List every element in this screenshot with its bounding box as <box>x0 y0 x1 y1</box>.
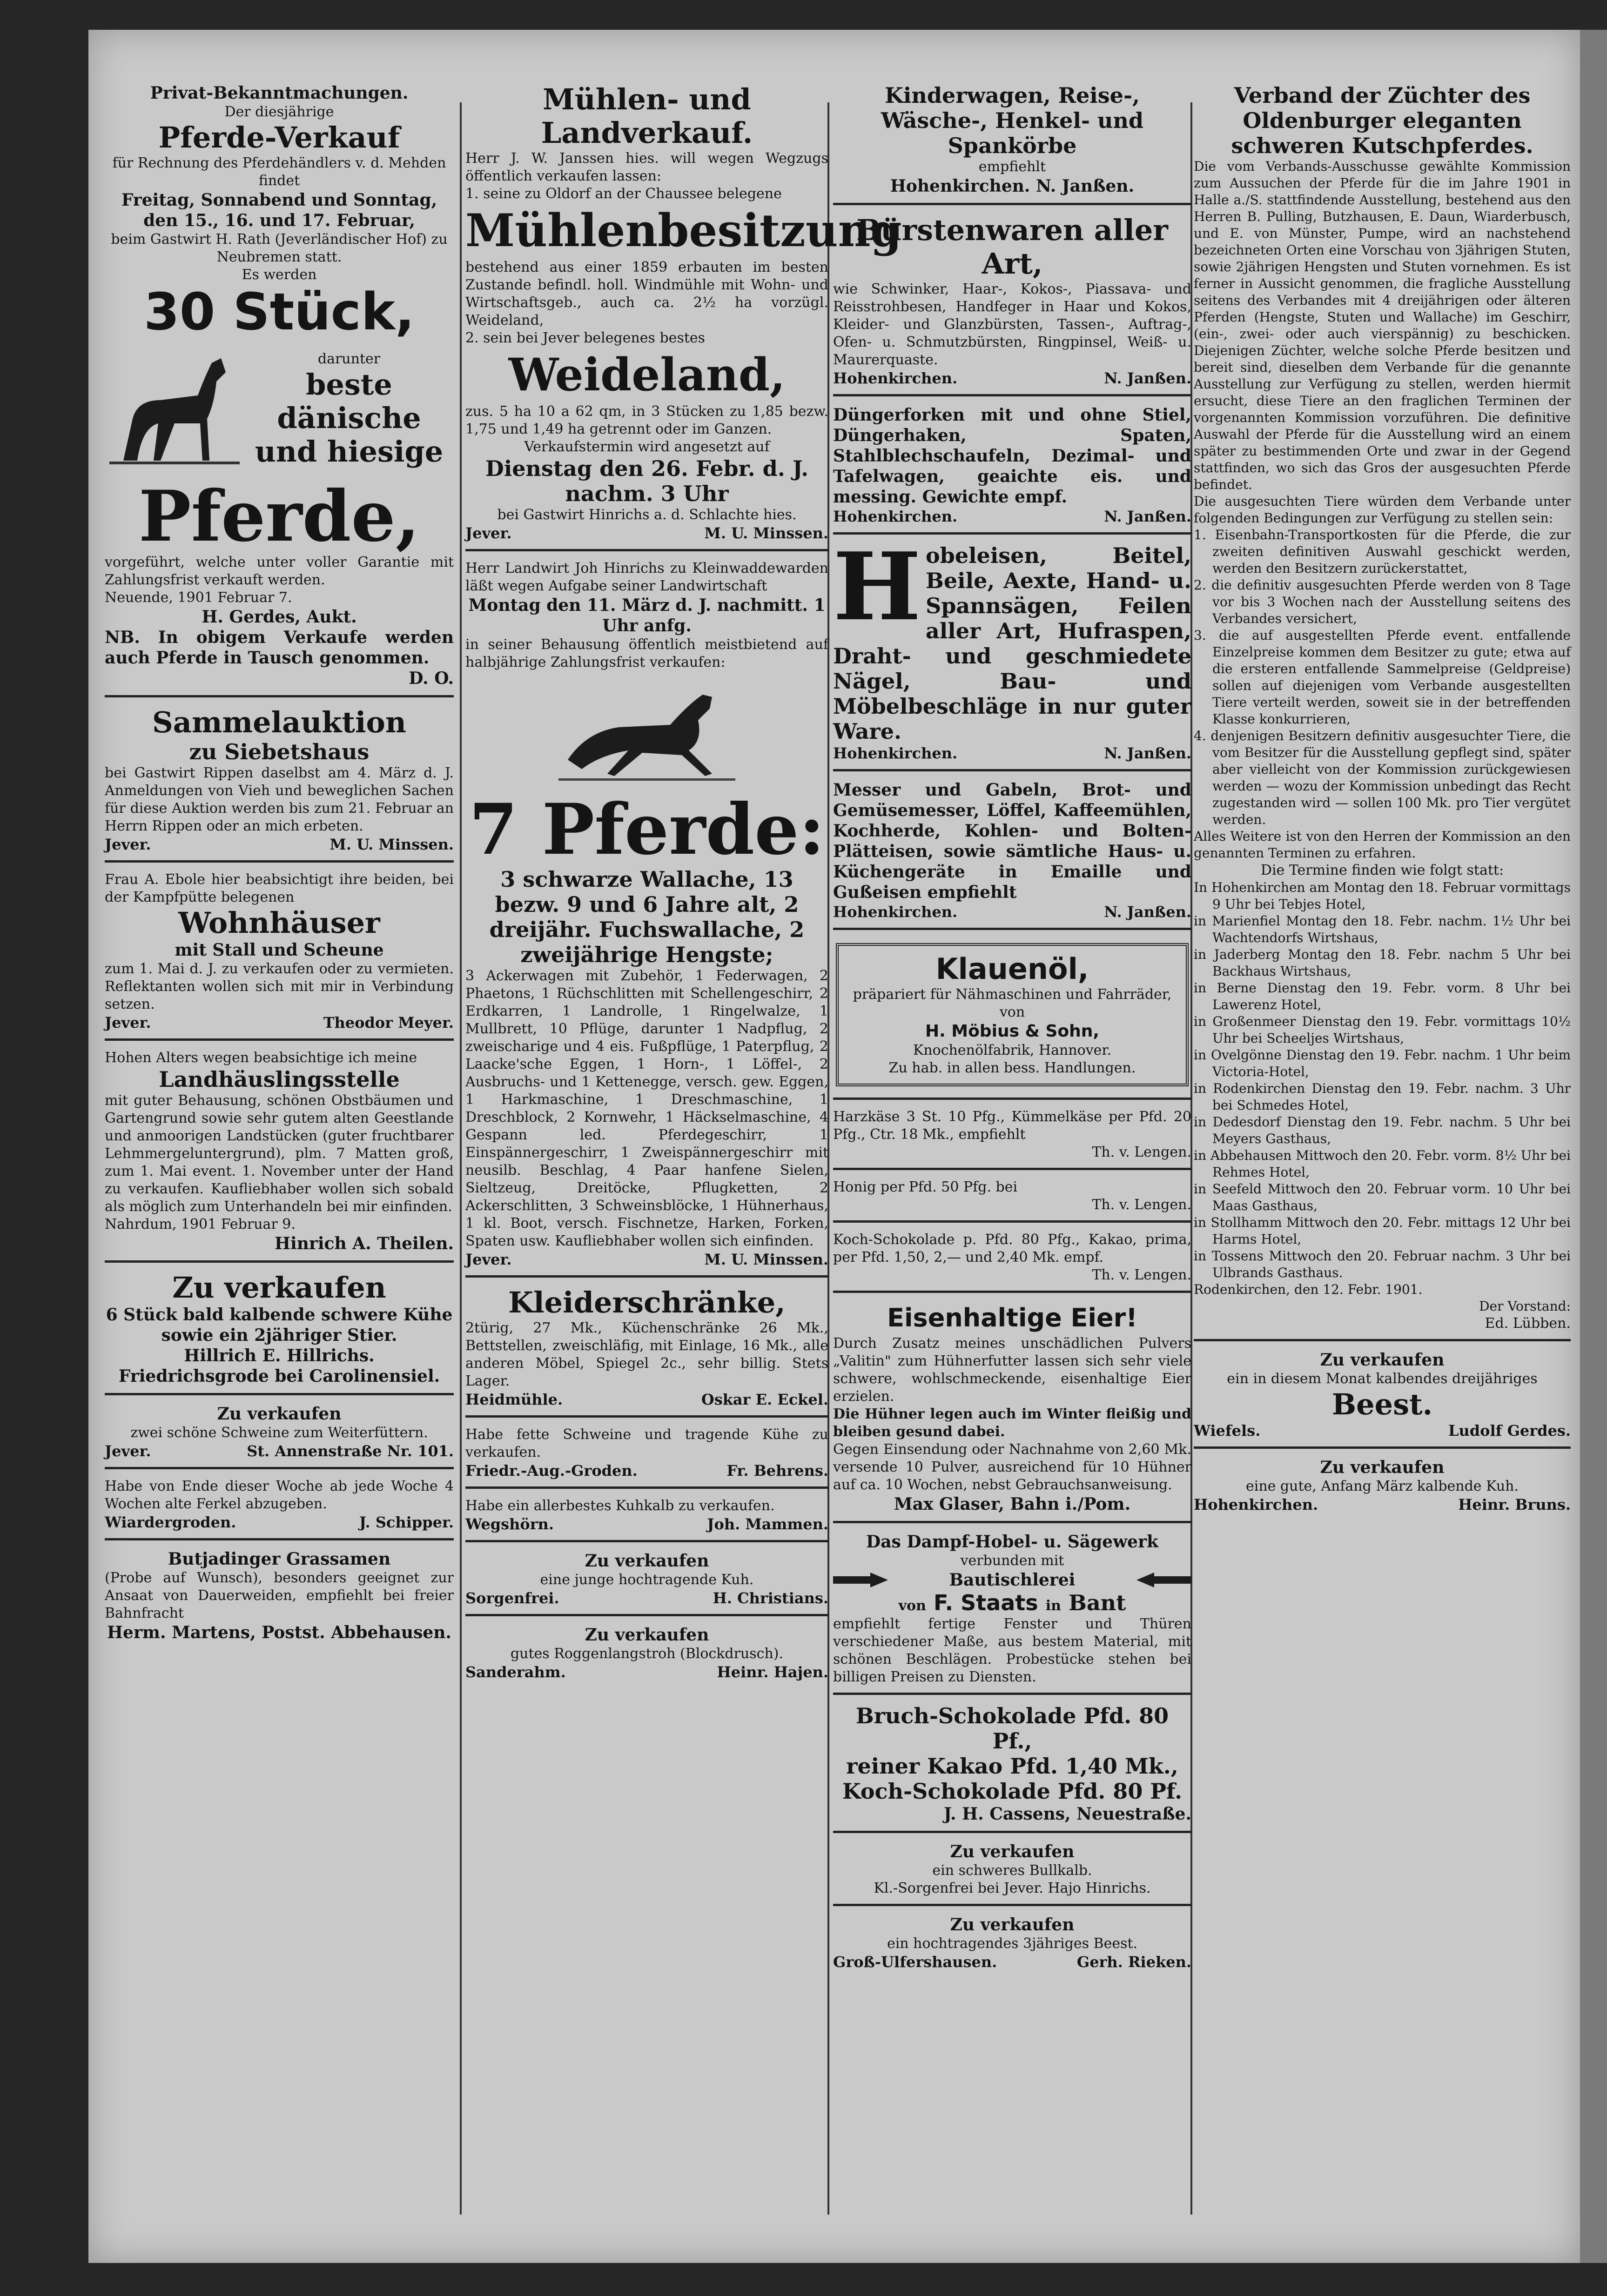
ad-honig <box>833 1175 1191 1223</box>
schedule-item: in Dedesdorf Dienstag den 19. Febr. nachm. 5 Uhr bei Meyers Gasthaus, <box>1194 1114 1571 1146</box>
ad-title: Zu verkaufen <box>585 1551 709 1571</box>
ad-date: Montag den 11. März d. J. nachmitt. 1 Uhr anfg. <box>468 596 826 636</box>
ad-text: bei Gastwirt Hinrichs a. d. Schlachte hies. <box>497 507 797 523</box>
ad-signer: J. Schipper. <box>359 1513 454 1531</box>
ad-address: St. Annenstraße Nr. 101. <box>247 1442 454 1460</box>
ad-title: Sammelauktion <box>152 705 406 739</box>
ad-place: Wiardergroden. <box>105 1513 236 1531</box>
ad-text: Messer und Gabeln, Brot- und Gemüsemesser, Löffel, Kaffeemühlen, Kochherde, Kohlen- und Bolten-Plätteisen, sowie sämtliche Haus- u. Küchengeräte in Emaille und Gußeisen empfiehlt <box>833 780 1191 902</box>
condition-item: 2. die definitiv ausgesuchten Pferde werden von 8 Tage vor bis 3 Wochen nach der Ausstellung seitens des Verbandes versichert, <box>1194 577 1571 626</box>
ad-junge-kuh <box>465 1547 828 1616</box>
ad-text: Herr J. W. Janssen hies. will wegen Wegzugs öffentlich verkaufen lassen: <box>465 150 828 184</box>
ad-signer: Hinrich A. Theilen. <box>275 1234 454 1253</box>
ad-text: ein schweres Bullkalb. <box>932 1862 1092 1879</box>
ad-harzkaese <box>833 1104 1191 1170</box>
ad-buerstenwaren <box>833 210 1191 396</box>
ad-7-pferde <box>465 556 828 1278</box>
ad-text: bestehend aus einer 1859 erbauten im besten Zustande befindl. holl. Windmühle mit Wohn- und Wirtschaftsgeb., auch ca. 2½ ha vorzügl. Weideland, <box>465 259 828 328</box>
ad-title: Kleiderschränke, <box>508 1285 786 1319</box>
ad-place: Hohenkirchen. <box>833 508 958 525</box>
ad-verband-zuechter <box>1194 79 1571 1341</box>
schedule-item: in Tossens Mittwoch den 20. Februar nachm. 3 Uhr bei Ulbrands Gasthaus. <box>1194 1248 1571 1280</box>
ad-pferde-word: Pferde, <box>138 475 420 557</box>
column-rule <box>460 102 462 2215</box>
ad-town: Bant <box>1068 1590 1126 1615</box>
ad-text: Habe fette Schweine und tragende Kühe zu verkaufen. <box>465 1426 828 1460</box>
ad-klauenoel <box>833 935 1191 1100</box>
ad-bullkalb <box>833 1838 1191 1906</box>
ad-wohnhaeuser <box>105 867 454 1041</box>
ad-text: ein in diesem Monat kalbendes dreijähriges <box>1227 1371 1538 1387</box>
ad-text: wie Schwinker, Haar-, Kokos-, Piassava- und Reisstrohbesen, Handfeger in Haar und Kokos, Kleider- und Glanzbürsten, Tassen-, Auftrag-, Ofen- u. Schmutzbürsten, Ringpinsel, Weiß- u. Maurerquaste. <box>833 281 1191 368</box>
ad-roggenstroh <box>465 1621 828 1688</box>
ad-text: obeleisen, Beitel, Beile, Aexte, Hand- u. Spannsägen, Feilen aller Art, Hufraspen, Draht- und geschmiedete Nägel, Bau- und Möbelbeschläge in nur guter Ware. <box>833 543 1191 744</box>
schedule-item: in Ovelgönne Dienstag den 19. Febr. nachm. 1 Uhr beim Victoria-Hotel, <box>1194 1047 1571 1079</box>
ad-signer: Ed. Lübben. <box>1485 1315 1571 1332</box>
page-edge <box>1580 30 1607 2263</box>
ad-title: Zu verkaufen <box>950 1842 1075 1861</box>
ad-breeds: beste dänische und hiesige <box>255 368 444 469</box>
ad-line: Bruch-Schokolade Pfd. 80 Pf., <box>855 1703 1169 1754</box>
ad-saegewerk <box>833 1528 1191 1695</box>
ad-signer: Th. v. Lengen. <box>1092 1197 1191 1213</box>
ad-title: Bürstenwaren aller Art, <box>856 213 1168 281</box>
ad-text: 2. sein bei Jever belegenes bestes <box>465 330 706 346</box>
ad-text: zum 1. Mai d. J. zu verkaufen oder zu vermieten. Reflektanten wollen sich mit mir in Verbindung setzen. <box>105 961 454 1012</box>
horse-block <box>105 340 454 479</box>
ad-zu-verkaufen-schweine <box>105 1400 454 1469</box>
ad-title: Zu verkaufen <box>172 1271 386 1305</box>
ad-signer: Gerh. Rieken. <box>1076 1953 1191 1971</box>
ad-signer: M. U. Minssen. <box>329 836 454 853</box>
ad-text: darunter <box>317 351 381 367</box>
schedule-item: in Stollhamm Mittwoch den 20. Febr. mittags 12 Uhr bei Harms Hotel, <box>1194 1215 1571 1247</box>
schedule-item: in Seefeld Mittwoch den 20. Februar vorm. 10 Uhr bei Maas Gasthaus, <box>1194 1181 1571 1213</box>
ad-text: Honig per Pfd. 50 Pfg. bei <box>833 1179 1018 1195</box>
ad-text: eine gute, Anfang März kalbende Kuh. <box>1245 1478 1519 1494</box>
ad-text: zwei schöne Schweine zum Weiterfüttern. <box>130 1425 428 1441</box>
schedule-item: in Berne Dienstag den 19. Febr. vorm. 8 Uhr bei Lawerenz Hotel, <box>1194 980 1571 1012</box>
ad-grassamen <box>105 1545 454 1649</box>
ad-text: Habe von Ende dieser Woche ab jede Woche 4 Wochen alte Ferkel abzugeben. <box>105 1478 454 1512</box>
ad-place: Jever. <box>465 524 512 542</box>
ad-bruch-schokolade <box>833 1700 1191 1833</box>
ad-dates: Freitag, Sonnabend und Sonntag, den 15., 16. und 17. Februar, <box>121 190 437 230</box>
ad-signer: N. Janßen. <box>1104 744 1191 762</box>
ad-date: Nahrdum, 1901 Februar 9. <box>105 1216 296 1232</box>
ad-subtitle: mit Stall und Scheune <box>175 940 384 960</box>
ad-text: von <box>898 1598 926 1614</box>
ad-signer: Theodor Meyer. <box>323 1014 454 1031</box>
ad-place: Friedr.-Aug.-Groden. <box>465 1462 638 1479</box>
ad-text: Zu hab. in allen bess. Handlungen. <box>888 1060 1136 1076</box>
ad-signer: Ludolf Gerdes. <box>1448 1422 1571 1439</box>
ad-place: Friedrichsgrode bei Carolinensiel. <box>118 1366 440 1386</box>
ad-text: 6 Stück bald kalbende schwere Kühe sowie ein 2jähriger Stier. <box>106 1305 453 1345</box>
schedule-item: In Hohenkirchen am Montag den 18. Februar vormittags 9 Uhr bei Tebjes Hotel, <box>1194 880 1571 912</box>
ad-text: Durch Zusatz meines unschädlichen Pulvers „Valitin" zum Hühnerfutter lassen sich sehr viele schwere, wohlschmeckende, eisenhaltige Eier erzielen. <box>833 1335 1191 1405</box>
pointing-hand-left-icon <box>1136 1571 1191 1589</box>
ad-text: Die Hühner legen auch im Winter fleißig und bleiben gesund dabei. <box>833 1406 1191 1440</box>
ad-text: Habe ein allerbestes Kuhkalb zu verkaufen. <box>465 1498 775 1514</box>
ad-text: mit guter Behausung, schönen Obstbäumen und Gartengrund sowie sehr gutem alten Geestlande und anmoorigen Landstücken (guter fruchtbarer Lehmmergeluntergrund), plm. 7 Matten groß, zum 1. Mai event. 1. November unter der Hand zu verkaufen. Kaufliebhaber wollen sich sobald als möglich zum Unterhandeln bei mir einfinden. <box>105 1092 454 1215</box>
ad-signer: Max Glaser, Bahn i./Pom. <box>894 1494 1131 1514</box>
pointing-hand-right-icon <box>833 1571 889 1589</box>
ad-signer: Th. v. Lengen. <box>1092 1144 1191 1160</box>
ad-signer: Hohenkirchen. N. Janßen. <box>890 176 1135 196</box>
ad-pointing-row <box>833 1570 1191 1590</box>
ad-big-title: Beest. <box>1331 1387 1433 1421</box>
ad-text: Die vom Verbands-Ausschusse gewählte Kommission zum Aussuchen der Pferde für die im Jahre 1901 in Halle a./S. stattfindende Ausstellung, bestehend aus den Herren B. Pulling, Butzhausen, E. Daun, Wiarderbusch, und E. von Münster, Pumpe, wird an nachstehend bezeichneten Orten eine Vorschau von 3jährigen Stuten, sowie 2jährigen Hengsten und Stuten vornehmen. Es ist ferner in Aussicht genommen, die fragliche Ausstellung seitens des Verbandes mit 4 dreijährigen oder älteren Pferden (Hengste, Stuten und Wallache) im Geschirr, (ein-, zwei- oder auch vierspännig) zu beschicken. Diejenigen Züchter, welche solche Pferde besitzen und bereit sind, dieselben dem Verbande für die genannte Ausstellung zur Verfügung zu stellen, werden hiermit ersucht, diese Tiere an den fraglichen Terminen der vorgenannten Kommission vorzuführen. Die definitive Auswahl der Pferde für die Ausstellung wird an einem später zu bestimmenden Orte und zwar in der Gegend stattfinden, wo sich das Gros der ausgesuchten Pferde befindet. <box>1194 159 1571 492</box>
ad-signer: Th. v. Lengen. <box>1092 1267 1191 1283</box>
ad-text: Düngerforken mit und ohne Stiel, Düngerhaken, Spaten, Stahlblechschaufeln, Dezimal- und Tafelwagen, geaichte eis. und messing. Gewichte empf. <box>833 405 1191 507</box>
ad-text: 2türig, 27 Mk., Küchenschränke 26 Mk., Bettstellen, zweischläfig, mit Einlage, 16 Mk., alle anderen Möbel, Spiegel 2c., sehr billig. Stets Lager. <box>465 1320 828 1389</box>
column-3 <box>833 79 1191 2224</box>
ad-text: Der diesjährige <box>224 104 334 120</box>
ad-koch-schokolade <box>833 1227 1191 1293</box>
ad-text: bei Gastwirt Rippen daselbst am 4. März d. J. Anmeldungen von Vieh und beweglichen Sachen für diese Auktion werden bis zum 21. Februar an Herrn Rippen oder an mich erbeten. <box>105 765 454 834</box>
ad-text: Der Vorstand: <box>1479 1299 1571 1314</box>
ad-signer: H. Gerdes, Aukt. <box>202 607 357 627</box>
condition-item: 4. denjenigen Besitzern definitiv ausgesuchter Tiere, die vom Besitzer für die Ausstellung gepflegt sind, später aber vielleicht von der Kommission zurückgewiesen werden — wozu der Kommission unbedingt das Recht zugestanden wird — sollen 100 Mk. pro Tier vergütet werden. <box>1194 728 1571 827</box>
ad-text: (Probe auf Wunsch), besonders geeignet zur Ansaat von Dauerweiden, empfiehlt bei freier Bahnfracht <box>105 1570 454 1621</box>
ad-hobeleisen <box>833 532 1191 771</box>
ad-initials: D. O. <box>409 669 454 688</box>
ad-signer: N. Janßen. <box>1104 508 1191 525</box>
ad-title: Zu verkaufen <box>950 1915 1075 1935</box>
ad-place: Jever. <box>105 1442 151 1460</box>
ad-signer: M. U. Minssen. <box>704 1251 828 1268</box>
ad-title: Zu verkaufen <box>217 1404 342 1424</box>
ad-text: zus. 5 ha 10 a 62 qm, in 3 Stücken zu 1,85 bezw. 1,75 und 1,49 ha getrennt oder im Ganzen. <box>465 403 828 437</box>
drop-cap: H <box>833 532 921 642</box>
ad-schweine-kuehe <box>465 1422 828 1489</box>
ad-text: Harzkäse 3 St. 10 Pfg., Kümmelkäse per Pfd. 20 Pfg., Ctr. 18 Mk., empfiehlt <box>833 1109 1191 1143</box>
ad-date: Neuende, 1901 Februar 7. <box>105 589 292 606</box>
ad-text: Knochenölfabrik, Hannover. <box>913 1042 1112 1058</box>
ad-shop: Bautischlerei <box>949 1570 1076 1590</box>
ad-text: in <box>1045 1598 1061 1614</box>
ad-place: Hohenkirchen. <box>833 744 958 762</box>
ad-frame <box>836 943 1189 1086</box>
ad-place: Heidmühle. <box>465 1391 563 1408</box>
ad-beest-kalbend <box>1194 1346 1571 1449</box>
ad-text: für Rechnung des Pferdehändlers v. d. Mehden findet <box>112 155 446 189</box>
ad-text: Hohen Alters wegen beabsichtige ich meine <box>105 1050 417 1066</box>
ad-signer: Herm. Martens, Postst. Abbehausen. <box>107 1623 451 1642</box>
ad-title: Zu verkaufen <box>585 1625 709 1645</box>
ad-ferkel <box>105 1474 454 1540</box>
ad-line: reiner Kakao Pfd. 1,40 Mk., <box>846 1754 1178 1779</box>
ad-text: Gegen Einsendung oder Nachnahme von 2,60 Mk. versende 10 Pulver, ausreichend für 10 Hühner auf ca. 10 Wochen, nebst Gebrauchsanweisung. <box>833 1441 1191 1493</box>
ad-text: in seiner Behausung öffentlich meistbietend auf halbjährige Zahlungsfrist verkaufen: <box>465 636 828 670</box>
ad-place: Hohenkirchen. <box>1194 1496 1318 1513</box>
ad-count: 30 Stück, <box>144 282 415 341</box>
ad-eisenhaltige-eier <box>833 1298 1191 1523</box>
ad-big-title: Weideland, <box>508 348 786 401</box>
schedule-item: in Jaderberg Montag den 18. Febr. nachm 5 Uhr bei Backhaus Wirtshaus, <box>1194 947 1571 979</box>
ad-signer: N. Janßen. <box>1104 369 1191 387</box>
ad-place: Jever. <box>105 1014 151 1031</box>
condition-item: 3. die auf ausgestellten Pferde event. entfallende Einzelpreise kommen dem Besitzer zu gute; etwa auf die ersteren entfallende Sammelpreise (Geldpreise) sollen auf diejenigen vom Verbande ausgestellten Tiere verteilt werden, soweit sie in der betreffenden Klasse konkurrieren, <box>1194 628 1571 727</box>
column-4 <box>1194 79 1571 2224</box>
ad-title: Pferde-Verkauf <box>158 120 400 154</box>
ad-text: gutes Roggenlangstroh (Blockdrusch). <box>510 1646 784 1662</box>
column-1 <box>105 79 454 2224</box>
ad-text: beim Gastwirt H. Rath (Jeverländischer Hof) zu Neubremen statt. <box>111 231 448 265</box>
ad-title: Butjadinger Grassamen <box>168 1549 391 1569</box>
ad-signer: Fr. Behrens. <box>726 1462 828 1479</box>
ad-beest <box>833 1911 1191 1978</box>
schedule-heading: Die Termine finden wie folgt statt: <box>1260 862 1504 878</box>
ad-place: Jever. <box>465 1251 512 1268</box>
ad-signer: H. Christians. <box>713 1589 828 1607</box>
ad-kinderwagen <box>833 79 1191 205</box>
ad-signer: Kl.-Sorgenfrei bei Jever. Hajo Hinrichs. <box>874 1880 1151 1896</box>
ad-place: Hohenkirchen. <box>833 369 958 387</box>
ad-signer: Heinr. Bruns. <box>1458 1496 1571 1513</box>
ad-zu-verkaufen-kuehe <box>105 1267 454 1395</box>
ad-signer: Oskar E. Eckel. <box>701 1391 828 1408</box>
ad-title: Klauenöl, <box>935 952 1089 986</box>
ad-messer-gabeln <box>833 776 1191 930</box>
ad-firm: H. Möbius & Sohn, <box>925 1022 1100 1041</box>
ad-place: Groß-Ulfershausen. <box>833 1953 997 1971</box>
ad-signer: J. H. Cassens, Neuestraße. <box>943 1804 1191 1824</box>
ad-text: Frau A. Ebole hier beabsichtigt ihre beiden, bei der Kampfpütte belegenen <box>105 871 454 905</box>
ad-text: Herr Landwirt Joh Hinrichs zu Kleinwaddewarden läßt wegen Aufgabe seiner Landwirtschaft <box>465 560 828 594</box>
ad-date: Dienstag den 26. Febr. d. J. nachm. 3 Uhr <box>485 456 809 506</box>
ad-text: präpariert für Nähmaschinen und Fahrräder, von <box>853 986 1172 1020</box>
schedule-item: in Rodenkirchen Dienstag den 19. Febr. nachm. 3 Uhr bei Schmedes Hotel, <box>1194 1081 1571 1113</box>
ad-note: NB. In obigem Verkaufe werden auch Pferde in Tausch genommen. <box>105 628 454 668</box>
ad-title: Verband der Züchter des Oldenburger eleganten schweren Kutschpferdes. <box>1231 83 1533 158</box>
schedule-item: in Großenmeer Dienstag den 19. Febr. vormittags 10½ Uhr bei Scheeljes Wirtshaus, <box>1194 1014 1571 1046</box>
horse-illustration <box>549 676 745 788</box>
ad-place: Jever. <box>105 836 151 853</box>
ad-title: Mühlen- und Landverkauf. <box>541 82 753 150</box>
ad-body <box>833 532 1191 744</box>
ad-text: ein hochtragendes 3jähriges Beest. <box>887 1935 1138 1952</box>
ad-text: Koch-Schokolade p. Pfd. 80 Pfg., Kakao, prima, per Pfd. 1,50, 2,— und 2,40 Mk. empf. <box>833 1232 1191 1265</box>
ad-horses: 3 schwarze Wallache, 13 bezw. 9 und 6 Jahre alt, 2 dreijähr. Fuchswallache, 2 zweijährige Hengste; <box>489 867 805 967</box>
ad-place: Sanderahm. <box>465 1663 566 1681</box>
ad-title: 7 Pferde: <box>469 789 825 870</box>
ad-text: empfiehlt fertige Fenster und Thüren verschiedener Maße, aus bestem Material, mit schönen Beschlägen. Probestücke stehen bei billigen Preisen zu Diensten. <box>833 1616 1191 1685</box>
ad-text: empfiehlt <box>978 159 1046 175</box>
ad-kuhkalb <box>465 1493 828 1542</box>
ad-place: Wiefels. <box>1194 1422 1261 1439</box>
ad-text: Die ausgesuchten Tiere würden dem Verbande unter folgenden Bedingungen zur Verfügung zu stellen sein: <box>1194 494 1571 526</box>
ad-signer: Hillrich E. Hillrichs. <box>184 1346 375 1366</box>
ad-title: Zu verkaufen <box>1320 1458 1445 1477</box>
ad-title: Das Dampf-Hobel- u. Sägewerk <box>866 1532 1158 1552</box>
ad-firm: F. Staats <box>933 1590 1038 1615</box>
ad-signer: Heinr. Hajen. <box>717 1663 828 1681</box>
ad-text: vorgeführt, welche unter voller Garantie mit Zahlungsfrist verkauft werden. <box>105 554 454 588</box>
ad-place: Wegshörn. <box>465 1515 554 1533</box>
horse-illustration <box>105 340 244 479</box>
ad-text: 1. seine zu Oldorf an der Chaussee belegene <box>465 186 782 202</box>
ad-title: Landhäuslingsstelle <box>159 1067 400 1092</box>
ad-place: Sorgenfrei. <box>465 1589 559 1607</box>
ad-place: Hohenkirchen. <box>833 903 958 921</box>
condition-item: 1. Eisenbahn-Transportkosten für die Pferde, die zur zweiten definitiven Auswahl geschickt werden, werden den Besitzern zurückerstattet, <box>1194 527 1571 576</box>
ad-text: verbunden mit <box>960 1553 1064 1569</box>
ad-signer: M. U. Minssen. <box>704 524 828 542</box>
ad-landhaeuslingsstelle <box>105 1045 454 1263</box>
ad-title: Eisenhaltige Eier! <box>887 1303 1137 1332</box>
schedule-item: in Marienfiel Montag den 18. Febr. nachm. 1½ Uhr bei Wachtendorfs Wirtshaus, <box>1194 913 1571 945</box>
ad-text: 3 Ackerwagen mit Zubehör, 1 Federwagen, 2 Phaetons, 1 Rüchschlitten mit Schellengeschirr, 2 Erdkarren, 1 Landrolle, 1 Ringelwalze, 1 Mullbrett, 10 Pflüge, darunter 1 Nadpflug, 2 zweischarige und 4 eis. Fußpflüge, 1 Paterpflug, 2 Laacke'sche Eggen, 1 Horn-, 1 Löffel-, 2 Ausbruchs- und 1 Kettenegge, versch. gew. Eggen, 1 Harkmaschine, 1 Dreschmaschine, 1 Dreschblock, 2 Kornwehr, 1 Häckselmaschine, 4 Gespann led. Pferdegeschirr, 1 Einspännergeschirr, 1 Zweispännergeschirr mit neusilb. Beschlag, 4 Paar hanfene Sielen, Sieltzeug, Dreitöcke, Pflugketten, 2 Ackerschlitten, 3 Schweinsblöcke, 1 Hühnerhaus, 1 kl. Boot, versch. Fischnetze, Harken, Forken, Spaten usw. Kaufliebhaber wollen sich einfinden. <box>465 968 828 1249</box>
ad-pferde-verkauf <box>105 79 454 697</box>
ad-kuh-kalbend <box>1194 1453 1571 1520</box>
ad-date: Rodenkirchen, den 12. Febr. 1901. <box>1194 1282 1423 1297</box>
ad-big-title: Mühlenbesitzung <box>465 204 902 257</box>
schedule-item: in Abbehausen Mittwoch den 20. Febr. vorm. 8½ Uhr bei Rehmes Hotel, <box>1194 1148 1571 1180</box>
ad-duengerforken <box>833 401 1191 535</box>
ad-kleiderschraenke <box>465 1282 828 1418</box>
ad-signer: Joh. Mammen. <box>707 1515 828 1533</box>
ad-text: Alles Weitere ist von den Herren der Kommission an den genannten Terminen zu erfahren. <box>1194 829 1571 861</box>
ad-title: Zu verkaufen <box>1320 1350 1445 1370</box>
ad-title: Wohnhäuser <box>178 906 380 940</box>
section-heading: Privat-Bekanntmachungen. <box>150 83 409 103</box>
ad-sammelauktion <box>105 702 454 863</box>
ad-text: Verkaufstermin wird angesetzt auf <box>524 439 770 455</box>
ad-text: Es werden <box>242 267 317 283</box>
ad-signer: N. Janßen. <box>1104 903 1191 921</box>
ad-text: eine junge hochtragende Kuh. <box>540 1572 754 1588</box>
ad-subtitle: zu Siebetshaus <box>189 739 370 764</box>
ad-title: Kinderwagen, Reise-, Wäsche-, Henkel- und Spankörbe <box>881 83 1144 158</box>
ad-line: Koch-Schokolade Pfd. 80 Pf. <box>842 1779 1183 1804</box>
